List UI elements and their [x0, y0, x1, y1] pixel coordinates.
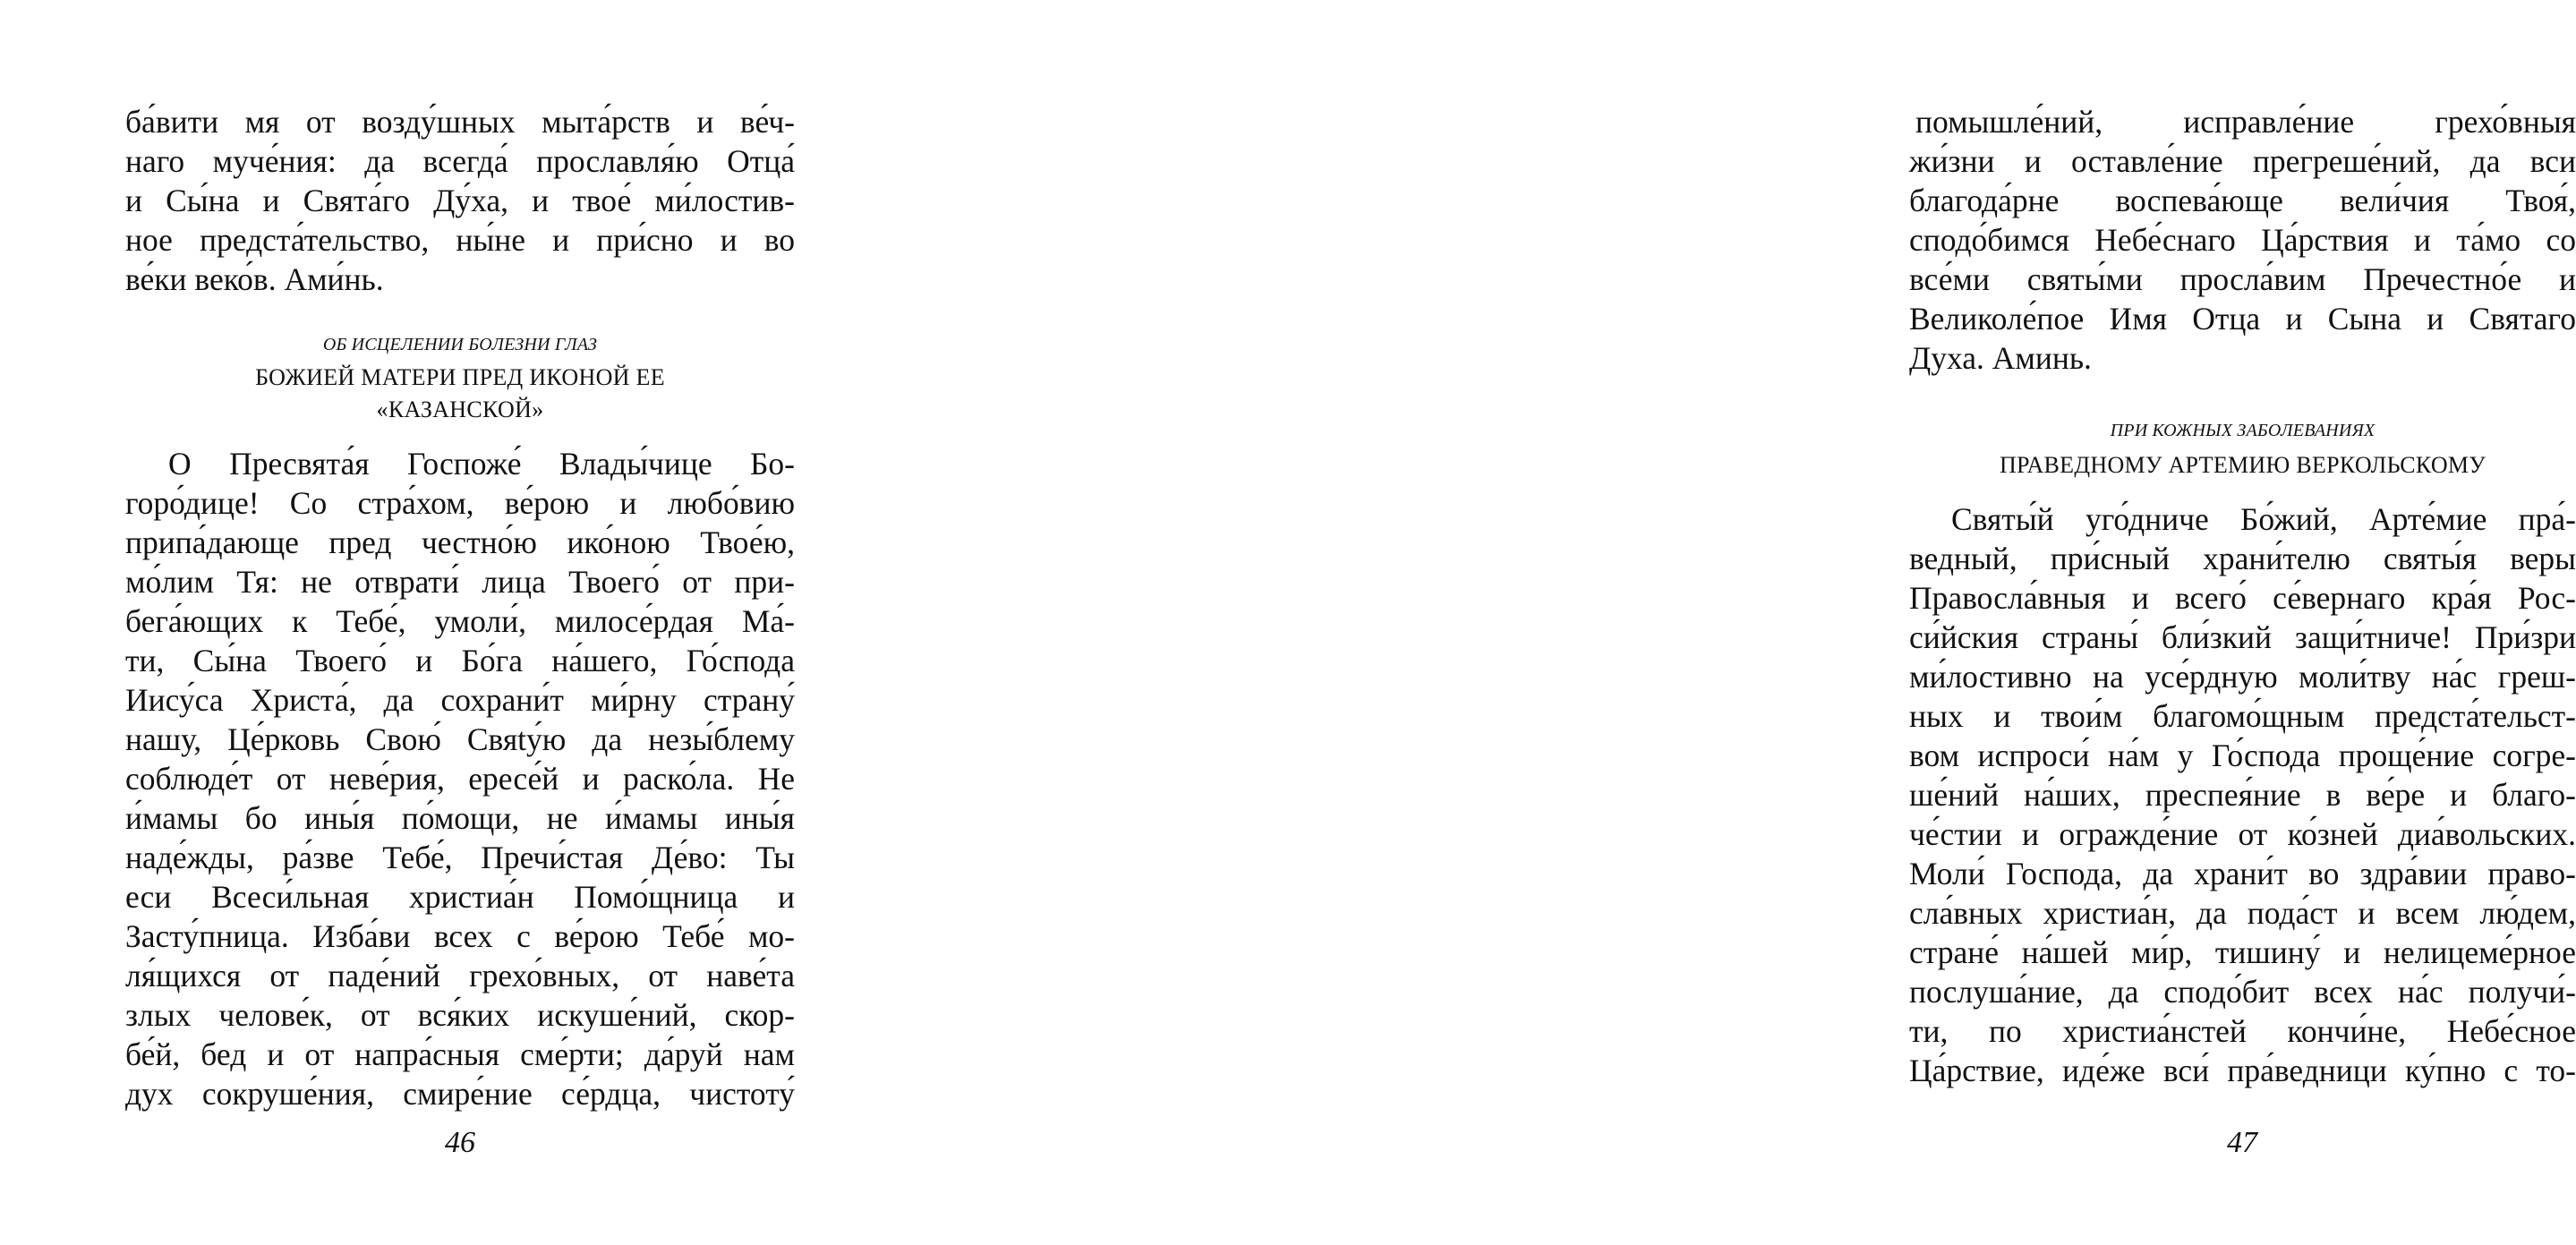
text-line: все́ми святы́ми просла́вим Пречестно́е и: [1909, 261, 2576, 297]
page-number: 47: [2227, 1126, 2257, 1159]
text-line: дух сокруше́ния, смире́ние се́рдца, чистоту́: [125, 1076, 795, 1112]
text-line: еси Всеси́льная христиа́н Помо́щница и: [125, 879, 795, 915]
text-line: и́мамы бо ины́я по́мощи, не и́мамы ины́я: [125, 800, 795, 836]
text-line: ное предста́тельство, ны́не и при́сно и во: [125, 222, 795, 258]
text-line: Моли́ Господа, да храни́т во здра́вии право-: [1909, 856, 2576, 891]
text-line: Иису́са Христа́, да сохрани́т ми́рну страну́: [125, 682, 795, 718]
text-line: ных и твои́м благомо́щным предста́тельст-: [1909, 698, 2576, 734]
text-line: послуша́ние, да сподо́бит всех на́с получи́-: [1909, 974, 2576, 1010]
left-page: [0, 0, 895, 1245]
text-line: мо́лим Тя: не отврати́ лица Твоего́ от при-: [125, 564, 795, 600]
text-line: О Пресвята́я Госпоже́ Влады́чице Бо-: [168, 446, 795, 482]
text-line: ми́лостивно на усе́рдную моли́тву на́с греш-: [1909, 659, 2576, 695]
prayer-subtitle: ПРИ КОЖНЫХ ЗАБОЛЕВАНИЯХ: [2110, 421, 2376, 440]
text-line: ти, Сы́на Твоего́ и Бо́га на́шего, Го́спода: [125, 643, 795, 678]
text-line: Ца́рствие, иде́же вси́ пра́ведници ку́пно с то-: [1909, 1053, 2576, 1088]
text-line: Великоле́пое Имя Отца и Сына и Святаго: [1909, 301, 2576, 337]
text-line: злых челове́к, от вся́ких искуше́ний, скор-: [125, 997, 795, 1033]
text-line: ведный, при́сный храни́телю святы́я веры: [1909, 541, 2576, 576]
text-line: стране́ на́шей ми́р, тишину́ и нелицеме́рное: [1909, 934, 2576, 970]
text-line: соблюде́т от неве́рия, ересе́й и раско́ла. Не: [125, 761, 795, 797]
text-line: ти, по христиа́нстей кончи́не, Небе́сное: [1909, 1013, 2576, 1049]
text-line: ве́ки веко́в. Ами́нь.: [125, 261, 384, 297]
text-line: Духа. Аминь.: [1909, 340, 2092, 376]
text-line: бе́й, бед и от напра́сныя сме́рти; да́руй нам: [125, 1036, 795, 1072]
text-line: сла́вных христиа́н, да пода́ст и всем лю́дем,: [1909, 895, 2576, 931]
text-line: наде́жды, ра́зве Тебе́, Пречи́стая Де́во: Ты: [125, 840, 795, 875]
prayer-subtitle: ОБ ИСЦЕЛЕНИИ БОЛЕЗНИ ГЛАЗ: [322, 335, 598, 354]
text-line: нашу, Це́рковь Свою́ Свяtу́ю да незы́блему: [125, 721, 795, 757]
text-line: помышле́ний, исправле́ние грехо́вныя: [1915, 104, 2576, 140]
text-line: Засту́пница. Изба́ви всех с ве́рою Тебе́ мо-: [125, 918, 795, 954]
text-line: вом испроси́ на́м у Го́спода проще́ние согре-: [1909, 738, 2576, 773]
text-line: ля́щихся от паде́ний грехо́вных, от наве́та: [125, 958, 795, 993]
prayer-title: «КАЗАНСКОЙ»: [376, 397, 544, 422]
text-line: Правосла́вныя и всего́ се́вернаго кра́я Рос-: [1909, 580, 2576, 616]
text-line: благода́рне воспева́юще вели́чия Твоя́,: [1909, 183, 2576, 218]
text-line: наго муче́ния: да всегда́ прославля́ю Отца́: [125, 143, 795, 179]
text-line: жи́зни и оставле́ние прегреше́ний, да вси: [1909, 143, 2576, 179]
text-line: Святы́й уго́дниче Бо́жий, Арте́мие пра́-: [1951, 501, 2576, 537]
prayer-title: ПРАВЕДНОМУ АРТЕМИЮ ВЕРКОЛЬСКОМУ: [1999, 452, 2486, 478]
text-line: си́йския страны́ бли́зкий защи́тниче! При́зри: [1909, 619, 2576, 655]
text-line: бега́ющих к Тебе́, умоли́, милосе́рдая Ма́-: [125, 603, 795, 639]
text-line: ше́ний на́ших, преспея́ние в ве́ре и благо-: [1909, 777, 2576, 813]
prayer-title: БОЖИЕЙ МАТЕРИ ПРЕД ИКОНОЙ ЕЕ: [255, 364, 665, 390]
text-line: ба́вити мя от возду́шных мыта́рств и ве́ч-: [125, 104, 795, 140]
right-page: [895, 0, 2576, 1245]
page-number: 46: [445, 1126, 475, 1159]
text-line: че́стии и огражде́ние от ко́зней диа́вольских.: [1909, 816, 2576, 852]
text-line: сподо́бимся Небе́снаго Ца́рствия и та́мо со: [1909, 222, 2576, 258]
text-line: горо́дице! Со стра́хом, ве́рою и любо́вию: [125, 485, 795, 521]
text-line: припа́дающе пред честно́ю ико́ною Твое́ю,: [125, 524, 795, 560]
text-line: и Сы́на и Свята́го Ду́ха, и твое́ ми́лостив-: [125, 183, 795, 218]
